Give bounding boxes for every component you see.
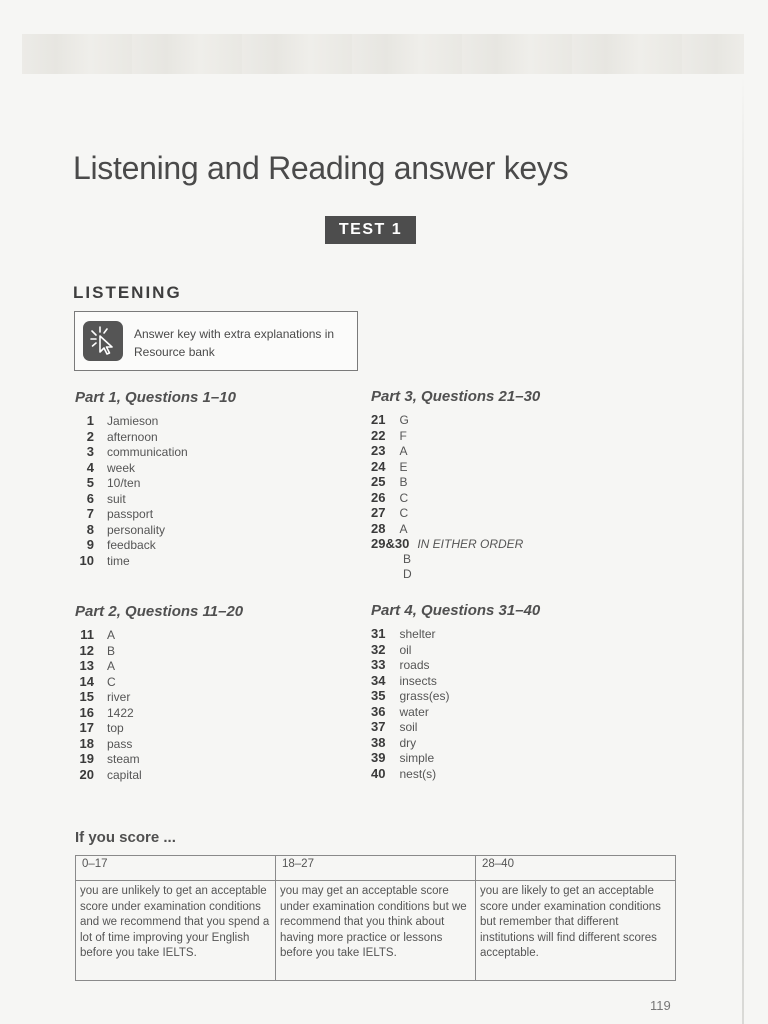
question-number: 28 — [371, 520, 386, 536]
answer-row — [371, 443, 540, 459]
question-number: 31 — [371, 626, 386, 641]
question-number: 33 — [371, 657, 386, 672]
part-2-heading: Part 2, Questions 11–20 — [75, 603, 244, 620]
answer-row — [75, 460, 236, 476]
question-number: 23 — [371, 443, 386, 458]
answer-row — [75, 674, 243, 690]
question-number: 32 — [371, 641, 386, 657]
answer-row — [75, 444, 236, 460]
part-3-heading: Part 3, Questions 21–30 — [371, 388, 541, 405]
answer-row — [371, 673, 540, 689]
answer-text: B — [399, 475, 408, 489]
part-3-answers — [371, 388, 540, 583]
score-header-row — [76, 856, 676, 881]
answer-row — [75, 553, 236, 569]
answer-text: grass(es) — [399, 689, 450, 703]
answer-row — [371, 459, 540, 475]
answer-text: afternoon — [107, 429, 158, 444]
answer-row — [371, 766, 540, 782]
question-number: 16 — [79, 704, 94, 720]
question-number: 20 — [79, 766, 94, 782]
question-number: 19 — [79, 751, 94, 766]
answer-row — [75, 751, 243, 767]
answer-text: G — [399, 413, 409, 427]
answer-text: C — [107, 674, 116, 689]
answer-text: time — [107, 553, 130, 568]
part-4-answers — [371, 602, 540, 781]
part-1-answers — [75, 389, 236, 568]
score-heading: If you score ... — [75, 829, 176, 846]
answer-text: Jamieson — [107, 414, 159, 428]
answer-row — [75, 429, 236, 445]
answer-row — [371, 704, 540, 720]
answer-row — [371, 750, 540, 766]
answer-row — [371, 657, 540, 673]
answer-text: F — [399, 428, 407, 443]
score-advice: you are unlikely to get an acceptable score under examination conditions and we recommend that you spend a lot of time improving your English before you take IELTS. — [76, 881, 276, 981]
answer-row — [75, 537, 236, 553]
question-number: 17 — [79, 720, 94, 735]
question-number: 15 — [79, 689, 94, 704]
answer-text: week — [107, 460, 136, 475]
page-edge-shadow — [742, 74, 744, 1024]
question-number: 24 — [371, 458, 386, 474]
answer-text: 10/ten — [107, 476, 141, 490]
answer-text: personality — [107, 522, 166, 537]
answer-row — [371, 688, 540, 704]
score-advice: you are likely to get an acceptable score under examination conditions but remember that different institutions will find different scores acceptable. — [476, 881, 676, 981]
resource-bank-text: Answer key with extra explanations in Resource bank — [134, 327, 335, 359]
either-order-answer: D — [403, 567, 412, 581]
answer-text: passport — [107, 507, 154, 521]
answer-text: shelter — [399, 627, 436, 641]
score-range: 0–17 — [76, 856, 276, 881]
answer-row — [75, 475, 236, 491]
answer-text: soil — [399, 720, 418, 734]
question-number: 35 — [371, 688, 386, 703]
question-number: 37 — [371, 719, 386, 734]
part-2-answers — [75, 603, 243, 782]
answer-row — [75, 643, 243, 659]
answer-row — [75, 705, 243, 721]
part-3-list — [371, 412, 540, 536]
answer-row — [371, 490, 540, 506]
answer-text: dry — [399, 735, 417, 750]
question-number: 22 — [371, 427, 386, 443]
question-number: 12 — [79, 642, 94, 658]
question-number: 3 — [86, 444, 94, 459]
answer-row — [371, 428, 540, 444]
answer-text: capital — [107, 767, 142, 782]
page-number: 119 — [650, 998, 671, 1013]
question-number: 25 — [371, 474, 386, 489]
test-badge: TEST 1 — [325, 216, 416, 244]
answer-text: C — [399, 506, 409, 520]
answer-row — [75, 627, 243, 643]
question-number: 18 — [79, 735, 94, 751]
score-advice: you may get an acceptable score under examination conditions but we recommend that you think about having more practice or lessons before you take IELTS. — [276, 881, 476, 981]
answer-row — [371, 719, 540, 735]
score-table — [75, 855, 676, 981]
question-number: 38 — [371, 734, 386, 750]
question-number: 9 — [86, 537, 94, 552]
answer-text: oil — [399, 642, 412, 657]
resource-bank-callout — [74, 311, 358, 371]
answer-text: C — [399, 490, 409, 505]
answer-text: insects — [399, 673, 437, 688]
answer-text: communication — [107, 445, 188, 459]
answer-text: A — [107, 659, 116, 673]
question-number: 7 — [86, 506, 94, 521]
answer-row — [75, 413, 236, 429]
answer-text: pass — [107, 736, 133, 751]
answer-row — [75, 522, 236, 538]
question-number: 36 — [371, 703, 386, 719]
answer-text: feedback — [107, 538, 156, 552]
part-4-heading: Part 4, Questions 31–40 — [371, 602, 541, 619]
answer-text: 1422 — [107, 705, 134, 720]
question-number: 6 — [86, 490, 94, 506]
question-number: 5 — [86, 475, 94, 490]
either-order-row — [371, 536, 540, 552]
answer-row — [371, 474, 540, 490]
answer-text: top — [107, 721, 124, 735]
cursor-click-icon — [83, 321, 123, 361]
answer-text: A — [107, 628, 116, 642]
answer-text: A — [399, 521, 408, 536]
answer-row — [371, 642, 540, 658]
answer-text: water — [399, 704, 429, 719]
question-number: 29&30 — [371, 536, 410, 551]
question-number: 10 — [79, 552, 94, 568]
answer-text: simple — [399, 751, 435, 765]
answer-row — [371, 626, 540, 642]
answer-row — [75, 736, 243, 752]
question-number: 4 — [86, 459, 94, 475]
scan-top-strip — [22, 34, 744, 74]
question-number: 14 — [79, 673, 94, 689]
answer-row — [75, 506, 236, 522]
question-number: 34 — [371, 672, 386, 688]
question-number: 21 — [371, 412, 386, 427]
page-title: Listening and Reading answer keys — [73, 150, 569, 186]
answer-text: B — [107, 643, 116, 658]
question-number: 8 — [86, 521, 94, 537]
question-number: 26 — [371, 489, 386, 505]
part-2-list — [75, 627, 243, 782]
score-advice-row — [76, 881, 676, 981]
score-range: 18–27 — [276, 856, 476, 881]
answer-text: suit — [107, 491, 126, 506]
answer-row — [75, 689, 243, 705]
answer-row — [371, 412, 540, 428]
question-number: 1 — [86, 413, 94, 428]
question-number: 13 — [79, 658, 94, 673]
question-number: 40 — [371, 765, 386, 781]
answer-row — [371, 505, 540, 521]
either-order-note: IN EITHER ORDER — [417, 537, 524, 551]
answer-text: nest(s) — [399, 766, 437, 781]
answer-text: E — [399, 459, 408, 474]
score-range: 28–40 — [476, 856, 676, 881]
answer-row — [75, 491, 236, 507]
part-4-list — [371, 626, 540, 781]
answer-row — [75, 658, 243, 674]
part-1-list — [75, 413, 236, 568]
answer-row — [75, 720, 243, 736]
answer-row — [75, 767, 243, 783]
question-number: 11 — [80, 627, 94, 642]
answer-text: steam — [107, 752, 140, 766]
either-order-answer: B — [403, 551, 412, 566]
answer-row — [371, 521, 540, 537]
answer-row — [371, 735, 540, 751]
answer-text: A — [399, 444, 408, 458]
answer-text: roads — [399, 658, 430, 672]
question-number: 39 — [371, 750, 386, 765]
question-number: 2 — [86, 428, 94, 444]
question-number: 27 — [371, 505, 386, 520]
section-heading: LISTENING — [73, 283, 182, 302]
part-1-heading: Part 1, Questions 1–10 — [75, 389, 236, 406]
answer-text: river — [107, 690, 131, 704]
